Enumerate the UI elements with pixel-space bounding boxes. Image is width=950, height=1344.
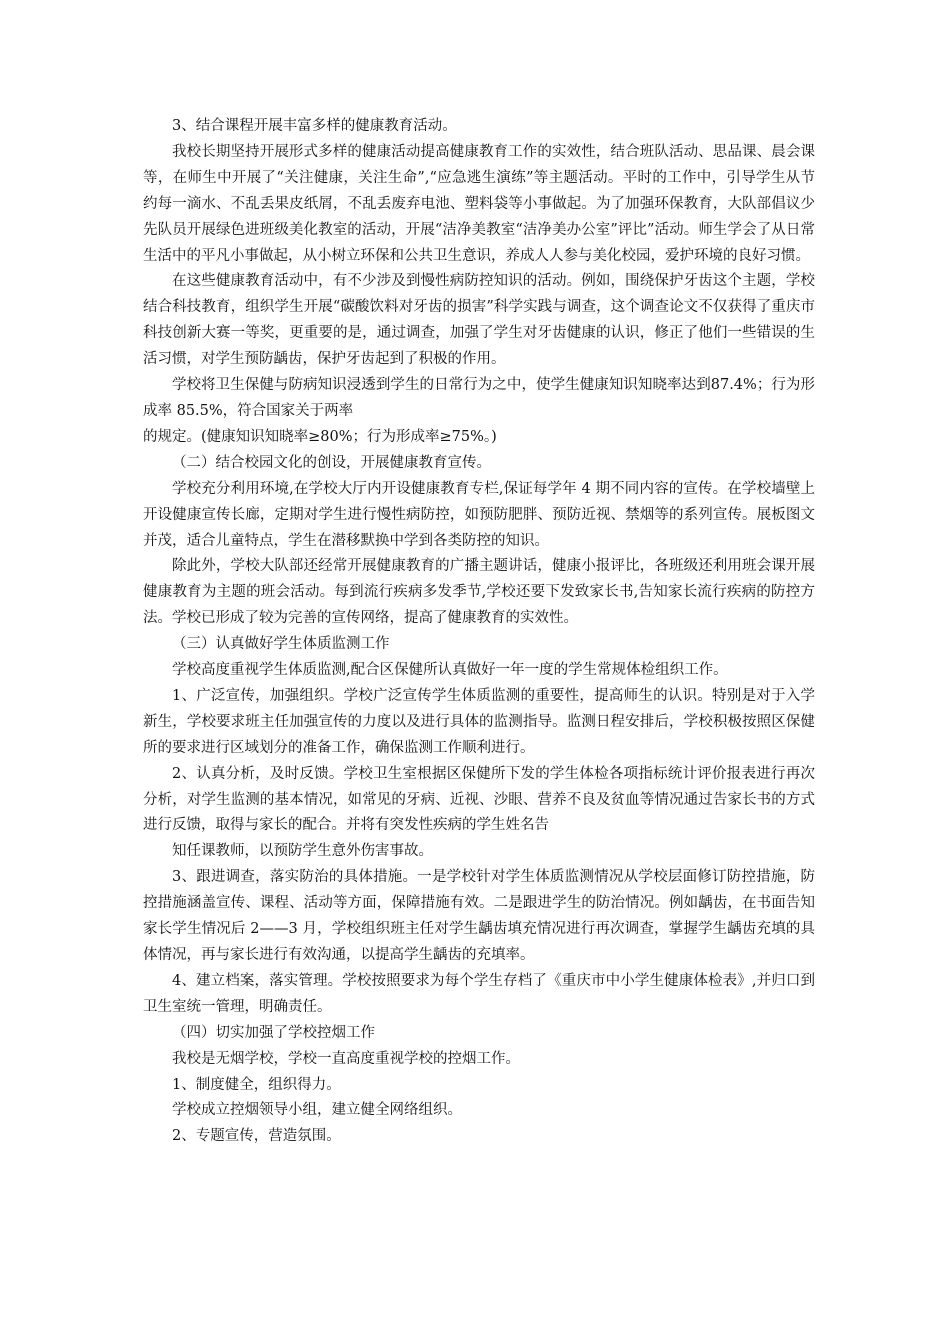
- paragraph: 1、广泛宣传，加强组织。学校广泛宣传学生体质监测的重要性，提高师生的认识。特别是对于入学新生，学校要求班主任加强宣传的力度以及进行具体的监测指导。监测日程安排后，学校积极按照区保健所的要求进行区域划分的准备工作，确保监测工作顺利进行。: [143, 687, 815, 756]
- paragraph: 的规定。(健康知识知晓率≥80%；行为形成率≥75%。): [143, 428, 497, 445]
- paragraph: 学校成立控烟领导小组，建立健全网络组织。: [172, 1102, 462, 1119]
- section-heading-physical-monitoring: （三）认真做好学生体质监测工作: [172, 636, 390, 653]
- section-heading-tobacco-control: （四）切实加强了学校控烟工作: [172, 1024, 375, 1041]
- paragraph: 知任课教师，以预防学生意外伤害事故。: [172, 843, 433, 860]
- paragraph: 除此外，学校大队部还经常开展健康教育的广播主题讲话，健康小报评比，各班级还利用班会课开展健康教育为主题的班会活动。每到流行疾病多发季节,学校还要下发致家长书,告知家长流行疾病的防控方法。学校已形成了较为完善的宣传网络，提高了健康教育的实效性。: [143, 558, 815, 627]
- paragraph: 学校充分利用环境,在学校大厅内开设健康教育专栏,保证每学年 4 期不同内容的宣传。在学校墙壁上开设健康宣传长廊，定期对学生进行慢性病防控，如预防肥胖、预防近视、禁烟等的系列宣传。展板图文并茂，适合儿童特点，学生在潜移默换中学到各类防控的知识。: [143, 480, 815, 549]
- section-heading-activities: 3、结合课程开展丰富多样的健康教育活动。: [172, 118, 457, 134]
- document-body: [143, 114, 815, 1150]
- paragraph: 1、制度健全，组织得力。: [172, 1076, 341, 1093]
- paragraph: 2、专题宣传，营造氛围。: [172, 1128, 341, 1145]
- section-heading-campus-culture: （二）结合校园文化的创设，开展健康教育宣传。: [172, 454, 491, 471]
- paragraph: 学校高度重视学生体质监测,配合区保健所认真做好一年一度的学生常规体检组织工作。: [172, 662, 728, 679]
- paragraph: 2、认真分析，及时反馈。学校卫生室根据区保健所下发的学生体检各项指标统计评价报表进行再次分析，对学生监测的基本情况，如常见的牙病、近视、沙眼、营养不良及贫血等情况通过告家长书的方式进行反馈，取得与家长的配合。并将有突发性疾病的学生姓名告: [143, 765, 815, 834]
- paragraph: 4、建立档案，落实管理。学校按照要求为每个学生存档了《重庆市中小学生健康体检表》,并归口到卫生室统一管理，明确责任。: [143, 972, 815, 1015]
- paragraph: 在这些健康教育活动中，有不少涉及到慢性病防控知识的活动。例如，围绕保护牙齿这个主题，学校结合科技教育，组织学生开展“碳酸饮料对牙齿的损害”科学实践与调查，这个调查论文不仅获得了重庆市科技创新大赛一等奖，更重要的是，通过调查，加强了学生对牙齿健康的认识，修正了他们一些错误的生活习惯，对学生预防龋齿，保护牙齿起到了积极的作用。: [143, 273, 815, 368]
- paragraph: 我校长期坚持开展形式多样的健康活动提高健康教育工作的实效性，结合班队活动、思品课、晨会课等，在师生中开展了“关注健康，关注生命”,“应急逃生演练”等主题活动。平时的工作中，引导学生从节约每一滴水、不乱丢果皮纸屑，不乱丢废弃电池、塑料袋等小事做起。为了加强环保教育，大队部倡议少先队员开展绿色进班级美化教室的活动，开展“洁净美教室“洁净美办公室”评比”活动。师生学会了从日常生活中的平凡小事做起，从小树立环保和公共卫生意识，养成人人参与美化校园，爱护环境的良好习惯。: [143, 143, 815, 264]
- paragraph: 3、跟进调查，落实防治的具体措施。一是学校针对学生体质监测情况从学校层面修订防控措施，防控措施涵盖宣传、课程、活动等方面，保障措施有效。二是跟进学生的防治情况。例如龋齿，在书面告知家长学生情况后 2——3 月，学校组织班主任对学生龋齿填充情况进行再次调查，掌握学生龋齿充填的具体情况，再与家长进行有效沟通，以提高学生龋齿的充填率。: [143, 869, 815, 963]
- paragraph: 学校将卫生保健与防病知识浸透到学生的日常行为之中，使学生健康知识知晓率达到87.4%；行为形成率 85.5%，符合国家关于两率: [143, 377, 815, 419]
- paragraph: 我校是无烟学校，学校一直高度重视学校的控烟工作。: [172, 1050, 520, 1067]
